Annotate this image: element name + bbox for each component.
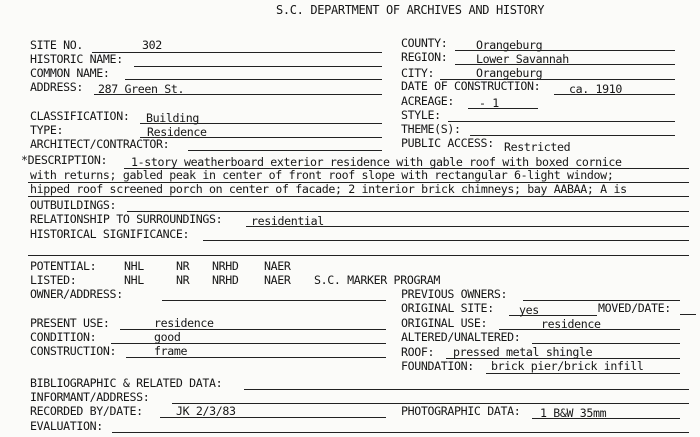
condition-value: good (154, 330, 181, 344)
region-label: REGION: (401, 50, 448, 64)
type-label: TYPE: (30, 123, 64, 137)
photographic-data-label: PHOTOGRAPHIC DATA: (401, 404, 521, 418)
relationship-value: residential (251, 214, 324, 228)
condition-label: CONDITION: (30, 330, 97, 344)
original-use-line (499, 329, 680, 330)
construction-label: CONSTRUCTION: (30, 344, 117, 358)
historical-significance-rule-2 (28, 255, 689, 256)
architect-line (188, 150, 382, 151)
construction-line (126, 357, 386, 358)
description-line-1: 1-story weatherboard exterior residence with gable roof with boxed cornice (131, 155, 622, 169)
construction-value: frame (154, 344, 188, 358)
classification-label: CLASSIFICATION: (30, 109, 130, 123)
moved-date-line (680, 314, 696, 315)
outbuildings-label: OUTBUILDINGS: (30, 198, 117, 212)
foundation-label: FOUNDATION: (401, 359, 474, 373)
informant-label: INFORMANT/ADDRESS: (30, 390, 150, 404)
potential-option-nr: NR (176, 259, 190, 273)
date-of-construction-line (554, 94, 675, 95)
original-site-line (509, 315, 597, 316)
type-line (140, 137, 382, 138)
evaluation-line (112, 432, 689, 433)
site-no-value: 302 (142, 38, 162, 52)
altered-unaltered-label: ALTERED/UNALTERED: (401, 330, 521, 344)
description-label: *DESCRIPTION: (21, 153, 108, 167)
altered-unaltered-line (532, 343, 680, 344)
photographic-data-value: 1 B&W 35mm (540, 406, 607, 420)
classification-value: Building (146, 111, 200, 125)
original-site-value: yes (519, 303, 539, 317)
present-use-label: PRESENT USE: (30, 316, 110, 330)
description-line-3: hipped roof screened porch on center of facade; 2 interior brick chimneys; bay AABAA; A is (30, 182, 627, 196)
description-line-2: with returns; gabled peak in center of front roof slope with rectangular 6-light window; (30, 168, 614, 182)
present-use-value: residence (154, 316, 214, 330)
public-access-label: PUBLIC ACCESS: (401, 136, 494, 150)
common-name-line (125, 79, 382, 80)
form-header: S.C. DEPARTMENT OF ARCHIVES AND HISTORY (276, 3, 545, 17)
acreage-value: - 1 (479, 96, 499, 110)
listed-option-nrhd: NRHD (212, 273, 239, 287)
potential-label: POTENTIAL: (30, 259, 97, 273)
bibliographic-line (244, 389, 689, 390)
roof-label: ROOF: (401, 345, 435, 359)
original-use-label: ORIGINAL USE: (401, 316, 488, 330)
style-label: STYLE: (401, 108, 441, 122)
listed-option-nr: NR (176, 273, 190, 287)
moved-date-label: MOVED/DATE: (598, 301, 671, 315)
public-access-value: Restricted (504, 140, 571, 154)
potential-option-naer: NAER (264, 259, 291, 273)
photographic-data-line (532, 418, 680, 419)
county-line (455, 50, 675, 51)
type-value: Residence (147, 125, 207, 139)
date-of-construction-value: ca. 1910 (569, 82, 623, 96)
acreage-label: ACREAGE: (401, 94, 455, 108)
relationship-label: RELATIONSHIP TO SURROUNDINGS: (30, 212, 223, 226)
listed-option-sc-marker: S.C. MARKER PROGRAM (314, 273, 440, 287)
date-of-construction-label: DATE OF CONSTRUCTION: (401, 79, 541, 93)
classification-line (140, 123, 382, 124)
evaluation-label: EVALUATION: (30, 419, 103, 433)
foundation-value: brick pier/brick infill (491, 359, 644, 373)
recorded-by-value: JK 2/3/83 (176, 404, 236, 418)
style-line (448, 121, 675, 122)
common-name-label: COMMON NAME: (30, 66, 110, 80)
listed-label: LISTED: (30, 273, 77, 287)
listed-option-nhl: NHL (124, 273, 144, 287)
listed-option-naer: NAER (264, 273, 291, 287)
address-label: ADDRESS: (30, 80, 84, 94)
city-value: Orangeburg (476, 66, 543, 80)
potential-option-nrhd: NRHD (212, 259, 239, 273)
address-value: 287 Green St. (98, 82, 185, 96)
owner-address-line (162, 300, 386, 301)
themes-line (470, 135, 675, 136)
description-rule-3 (28, 196, 689, 197)
architect-label: ARCHITECT/CONTRACTOR: (30, 137, 170, 151)
foundation-line (486, 373, 680, 374)
owner-address-label: OWNER/ADDRESS: (30, 287, 123, 301)
previous-owners-label: PREVIOUS OWNERS: (401, 287, 508, 301)
historic-name-line (134, 66, 382, 67)
site-no-label: SITE NO. (30, 38, 84, 52)
historical-significance-label: HISTORICAL SIGNIFICANCE: (30, 227, 190, 241)
county-value: Orangeburg (476, 38, 543, 52)
address-line (94, 94, 382, 95)
original-use-value: residence (541, 317, 601, 331)
relationship-line (246, 226, 689, 227)
county-label: COUNTY: (401, 36, 448, 50)
historical-significance-line (203, 240, 689, 241)
recorded-by-line (160, 417, 386, 418)
site-no-line (92, 52, 382, 53)
potential-option-nhl: NHL (124, 259, 144, 273)
recorded-by-label: RECORDED BY/DATE: (30, 404, 143, 418)
roof-value: pressed metal shingle (453, 345, 593, 359)
original-site-label: ORIGINAL SITE: (401, 301, 494, 315)
region-value: Lower Savannah (476, 52, 569, 66)
region-line (455, 64, 675, 65)
bibliographic-label: BIBLIOGRAPHIC & RELATED DATA: (30, 376, 223, 390)
historic-name-label: HISTORIC NAME: (30, 52, 123, 66)
themes-label: THEME(S): (401, 122, 461, 136)
acreage-line (468, 108, 538, 109)
city-label: CITY: (401, 66, 435, 80)
condition-line (111, 343, 386, 344)
